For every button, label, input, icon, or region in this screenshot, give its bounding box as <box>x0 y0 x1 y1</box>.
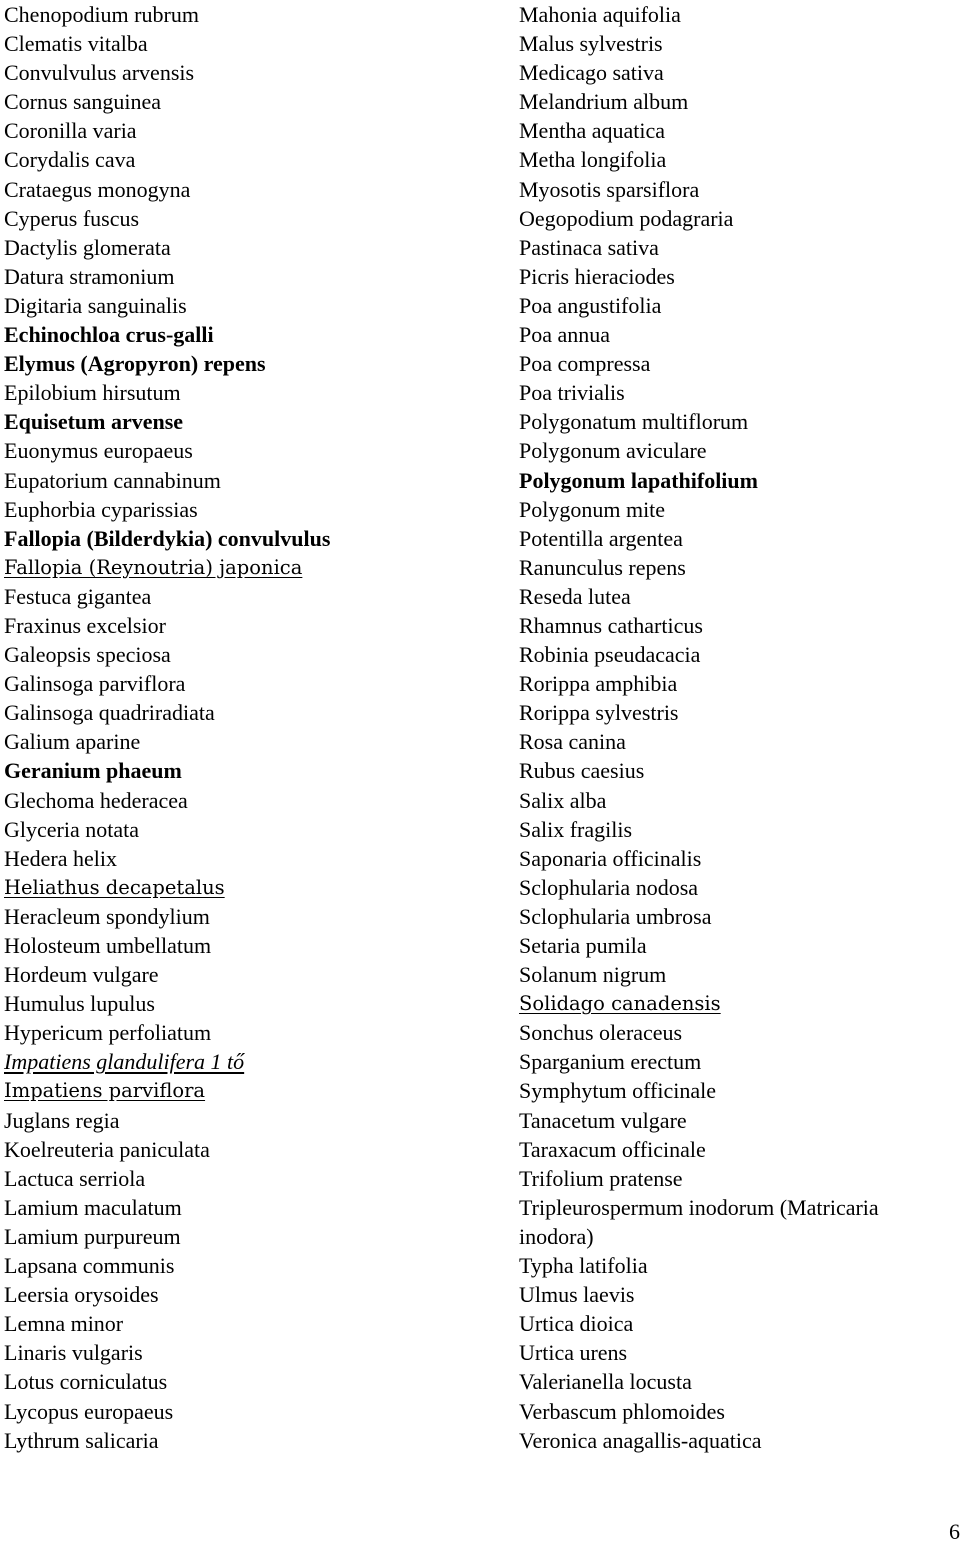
species-list-item: Rubus caesius <box>519 758 645 784</box>
species-list-item: Lamium maculatum <box>4 1194 182 1220</box>
species-list-item: Koelreuteria paniculata <box>4 1136 210 1162</box>
species-list-item: Heliathus decapetalus <box>4 875 225 899</box>
species-list-item: Euonymus europaeus <box>4 438 193 464</box>
species-list-item: Humulus lupulus <box>4 991 155 1017</box>
species-list-item: Lamium purpureum <box>4 1223 181 1249</box>
species-list-item: Fallopia (Reynoutria) japonica <box>4 555 303 579</box>
species-list-item: Myosotis sparsiflora <box>519 176 700 202</box>
species-list-item: Ulmus laevis <box>519 1282 635 1308</box>
species-list-item: Medicago sativa <box>519 60 664 86</box>
species-list-item: Mahonia aquifolia <box>519 2 681 27</box>
species-list-item: Eupatorium cannabinum <box>4 467 221 493</box>
species-list-item: Poa trivialis <box>519 380 625 406</box>
species-list-item: Heracleum spondylium <box>4 903 210 929</box>
species-list-item: Elymus (Agropyron) repens <box>4 351 266 377</box>
species-list-item: Chenopodium rubrum <box>4 2 199 27</box>
species-list-item: Trifolium pratense <box>519 1165 683 1191</box>
species-list-item: Hypericum perfoliatum <box>4 1020 212 1046</box>
species-list-item: Juglans regia <box>4 1107 120 1133</box>
species-list-item: Verbascum phlomoides <box>519 1398 725 1424</box>
species-list-left-column <box>4 0 504 1455</box>
species-list-item: Polygonum lapathifolium <box>519 467 758 493</box>
species-list-item: Rhamnus catharticus <box>519 612 703 638</box>
species-list-item: Lotus corniculatus <box>4 1369 168 1395</box>
species-list-item: Mentha aquatica <box>519 118 665 144</box>
species-list-item: Picris hieraciodes <box>519 263 675 289</box>
species-list-right-column <box>519 0 955 1455</box>
species-list-item: Hordeum vulgare <box>4 962 159 988</box>
species-list-item: Sparganium erectum <box>519 1049 702 1075</box>
species-list-item: Epilobium hirsutum <box>4 380 181 406</box>
species-list-item: Euphorbia cyparissias <box>4 496 198 522</box>
species-list-item: Potentilla argentea <box>519 525 683 551</box>
species-list-item: Solanum nigrum <box>519 962 667 988</box>
species-list-item: Digitaria sanguinalis <box>4 292 187 318</box>
species-list-item: Festuca gigantea <box>4 583 152 609</box>
species-list-item: Rorippa amphibia <box>519 671 678 697</box>
species-list-item: Glechoma hederacea <box>4 787 188 813</box>
species-list-item: Salix alba <box>519 787 607 813</box>
species-list-item: Galeopsis speciosa <box>4 642 171 668</box>
species-list-item: Lemna minor <box>4 1311 124 1337</box>
species-list-item: Oegopodium podagraria <box>519 205 734 231</box>
species-list-item: Setaria pumila <box>519 933 647 958</box>
species-list-item: Sclophularia nodosa <box>519 874 699 900</box>
species-list-item: Cornus sanguinea <box>4 89 162 115</box>
species-list-item: Leersia orysoides <box>4 1282 159 1308</box>
species-list-item: Lythrum salicaria <box>4 1427 159 1453</box>
species-list-item: Lactuca serriola <box>4 1165 146 1191</box>
species-list-item: Polygonatum multiflorum <box>519 409 749 435</box>
species-list-item: Pastinaca sativa <box>519 234 659 260</box>
species-list-item: Lycopus europaeus <box>4 1398 174 1424</box>
species-list-item: Sonchus oleraceus <box>519 1020 683 1046</box>
species-list-item: Taraxacum officinale <box>519 1136 706 1162</box>
species-list-item: Equisetum arvense <box>4 409 184 435</box>
species-list-item: Salix fragilis <box>519 816 633 842</box>
species-list-item: Poa angustifolia <box>519 292 662 318</box>
species-list-item: Rosa canina <box>519 729 626 755</box>
species-list-item: Clematis vitalba <box>4 31 148 57</box>
species-list-item: Echinochloa crus-galli <box>4 322 214 348</box>
species-list-item: Poa annua <box>519 322 611 348</box>
species-list-item: Sclophularia umbrosa <box>519 903 712 929</box>
species-list-item: Saponaria officinalis <box>519 845 702 871</box>
species-list-item: Poa compressa <box>519 351 651 377</box>
species-list-item: Metha longifolia <box>519 147 667 173</box>
species-list-item: Typha latifolia <box>519 1253 648 1279</box>
species-list-item: Linaris vulgaris <box>4 1340 143 1366</box>
species-list-item: Galinsoga quadriradiata <box>4 700 215 726</box>
species-list-item: Glyceria notata <box>4 816 139 842</box>
species-list-item: Tanacetum vulgare <box>519 1107 687 1133</box>
species-list-item: Polygonum aviculare <box>519 438 707 464</box>
species-list-item: Polygonum mite <box>519 496 666 522</box>
species-list-item: Tripleurospermum inodorum (Matricaria inodora) <box>519 1194 879 1249</box>
species-list-item: Convulvulus arvensis <box>4 60 195 86</box>
species-list-item: Impatiens glandulifera 1 tő <box>4 1049 245 1075</box>
species-list-item: Coronilla varia <box>4 118 137 144</box>
species-list-item: Galinsoga parviflora <box>4 671 186 697</box>
species-list-item: Geranium phaeum <box>4 758 182 784</box>
species-list-item: Impatiens parviflora <box>4 1079 206 1103</box>
species-list-item: Galium aparine <box>4 729 141 755</box>
species-list-item: Symphytum officinale <box>519 1078 716 1104</box>
species-list-item: Reseda lutea <box>519 583 631 609</box>
species-list-item: Solidago canadensis <box>519 992 721 1016</box>
species-list-item: Hedera helix <box>4 845 117 871</box>
species-list-item: Datura stramonium <box>4 263 175 289</box>
species-list-item: Corydalis cava <box>4 147 136 173</box>
species-list-item: Valerianella locusta <box>519 1369 692 1395</box>
species-list-item: Rorippa sylvestris <box>519 700 679 726</box>
species-list-item: Melandrium album <box>519 89 689 115</box>
species-list-item: Fallopia (Bilderdykia) convulvulus <box>4 525 331 551</box>
species-list-item: Holosteum umbellatum <box>4 933 212 958</box>
species-list-item: Lapsana communis <box>4 1253 175 1279</box>
species-list-item: Dactylis glomerata <box>4 234 171 260</box>
species-list-item: Ranunculus repens <box>519 554 686 580</box>
species-list-item: Urtica urens <box>519 1340 628 1366</box>
species-list-item: Fraxinus excelsior <box>4 612 166 638</box>
page-number: 6 <box>949 1519 960 1544</box>
species-list-item: Malus sylvestris <box>519 31 663 57</box>
species-list-item: Cyperus fuscus <box>4 205 140 231</box>
species-list-item: Crataegus monogyna <box>4 176 191 202</box>
species-list-item: Veronica anagallis-aquatica <box>519 1427 762 1453</box>
species-list-item: Urtica dioica <box>519 1311 634 1337</box>
species-list-item: Robinia pseudacacia <box>519 642 701 668</box>
